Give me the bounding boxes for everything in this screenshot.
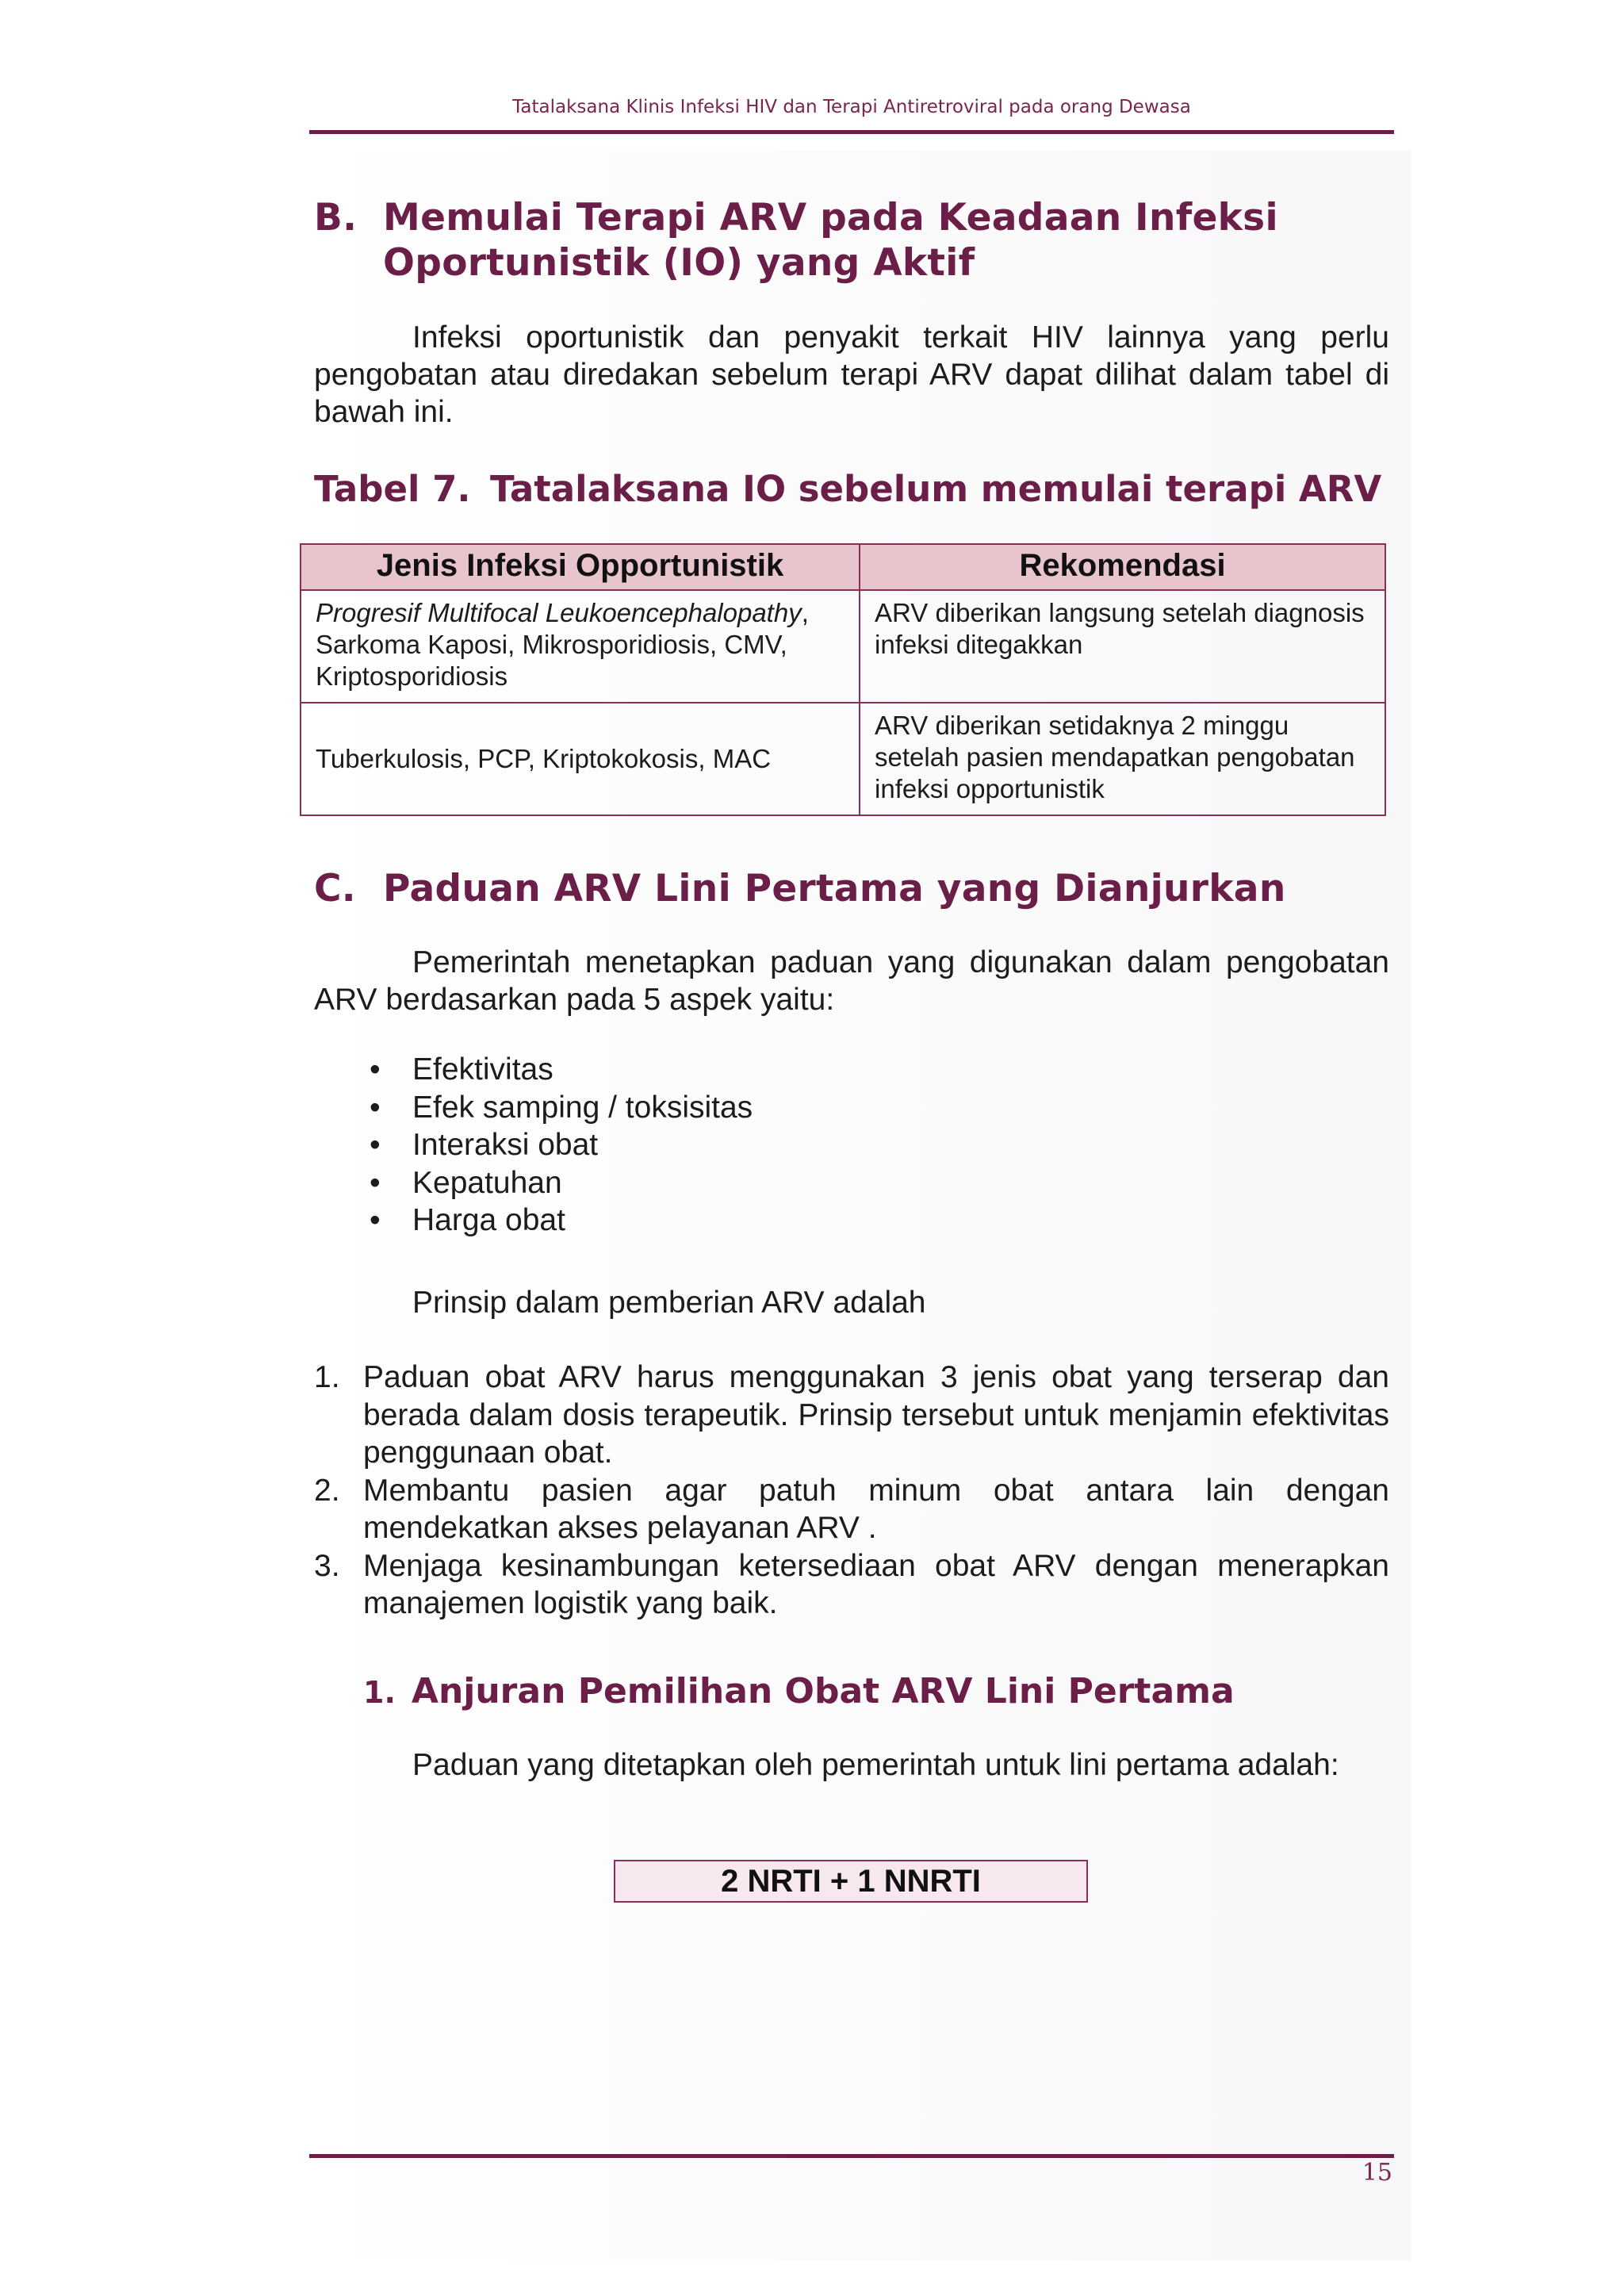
list-item (370, 1164, 753, 1202)
table-row (301, 590, 1385, 703)
regimen-box: 2 NRTI + 1 NNRTI (614, 1860, 1088, 1903)
subsection-1-number: 1. (363, 1675, 396, 1710)
list-item-text: Harga obat (412, 1203, 565, 1237)
table-caption-label: Tabel 7. (314, 468, 471, 510)
list-item-text: Efek samping / toksisitas (412, 1090, 753, 1125)
section-c-letter: C. (314, 867, 356, 910)
list-item (314, 1472, 1389, 1547)
list-number: 1. (314, 1360, 340, 1394)
subsection-1-title: Anjuran Pemilihan Obat ARV Lini Pertama (411, 1671, 1235, 1711)
list-item-text: Menjaga kesinambungan ketersediaan obat ARV dengan menerapkan manajemen logistik yang baik. (363, 1548, 1389, 1620)
header-rule (309, 130, 1394, 134)
section-b-paragraph (314, 319, 1389, 431)
bullet-icon: • (370, 1090, 381, 1125)
bullet-icon: • (370, 1052, 381, 1087)
table-cell-recommendation: ARV diberikan setidaknya 2 minggu setelah pasien mendapatkan pengobatan infeksi opportunistik (860, 703, 1385, 815)
table-header-infection: Jenis Infeksi Opportunistik (301, 544, 860, 590)
list-item (370, 1089, 753, 1127)
io-table (300, 543, 1386, 816)
bullet-icon: • (370, 1128, 381, 1162)
principle-intro-text: Prinsip dalam pemberian ARV adalah (412, 1286, 926, 1320)
list-item (370, 1202, 753, 1240)
section-b-title-line1: Memulai Terapi ARV pada Keadaan Infeksi (383, 196, 1278, 240)
table-cell-infection (301, 703, 860, 815)
list-item-text: Efektivitas (412, 1052, 553, 1087)
table-row (301, 703, 1385, 815)
list-item-text: Paduan obat ARV harus menggunakan 3 jenis obat yang terserap dan berada dalam dosis terapeutik. Prinsip tersebut untuk menjamin efektivitas penggunaan obat. (363, 1360, 1389, 1470)
table-header-recommendation: Rekomendasi (860, 544, 1385, 590)
section-b-letter: B. (314, 196, 358, 240)
principle-intro (314, 1284, 1389, 1321)
list-item (314, 1547, 1389, 1623)
infection-text: Tuberkulosis, PCP, Kriptokokosis, MAC (316, 744, 772, 773)
section-b-title-line2: Oportunistik (IO) yang Aktif (383, 241, 975, 285)
section-c-title: Paduan ARV Lini Pertama yang Dianjurkan (383, 867, 1286, 910)
bullet-icon: • (370, 1203, 381, 1237)
list-item-text: Kepatuhan (412, 1165, 562, 1200)
list-item-text: Membantu pasien agar patuh minum obat antara lain dengan mendekatkan akses pelayanan ARV . (363, 1473, 1389, 1545)
table-caption-title: Tatalaksana IO sebelum memulai terapi ARV (490, 468, 1382, 510)
infection-italic-text: Progresif Multifocal Leukoencephalopathy (316, 598, 802, 627)
table-cell-infection (301, 590, 860, 703)
subsection-1-heading (363, 1670, 1235, 1714)
list-number: 3. (314, 1548, 340, 1583)
section-b-paragraph-text: Infeksi oportunistik dan penyakit terkait HIV lainnya yang perlu pengobatan atau diredakan sebelum terapi ARV dapat dilihat dalam tabel di bawah ini. (314, 320, 1389, 429)
bullet-icon: • (370, 1165, 381, 1200)
list-item-text: Interaksi obat (412, 1128, 599, 1162)
list-item (370, 1126, 753, 1164)
table-cell-recommendation: ARV diberikan langsung setelah diagnosis infeksi ditegakkan (860, 590, 1385, 703)
section-c-intro (314, 944, 1389, 1018)
principles-list (314, 1359, 1389, 1623)
page-number: 15 (1362, 2159, 1392, 2187)
infection-text: , Sarkoma Kaposi, Mikrosporidiosis, CMV, Kriptosporidiosis (316, 598, 809, 691)
table-header-row (301, 544, 1385, 590)
section-c-intro-text: Pemerintah menetapkan paduan yang digunakan dalam pengobatan ARV berdasarkan pada 5 aspek yaitu: (314, 945, 1389, 1017)
subsection-1-paragraph-text: Paduan yang ditetapkan oleh pemerintah untuk lini pertama adalah: (412, 1748, 1339, 1782)
running-header: Tatalaksana Klinis Infeksi HIV dan Terapi Antiretroviral pada orang Dewasa (512, 97, 1191, 117)
list-number: 2. (314, 1473, 340, 1508)
list-item (314, 1359, 1389, 1472)
list-item (370, 1051, 753, 1089)
subsection-1-paragraph (314, 1746, 1389, 1784)
footer-rule (309, 2154, 1394, 2158)
aspects-list (370, 1051, 753, 1240)
